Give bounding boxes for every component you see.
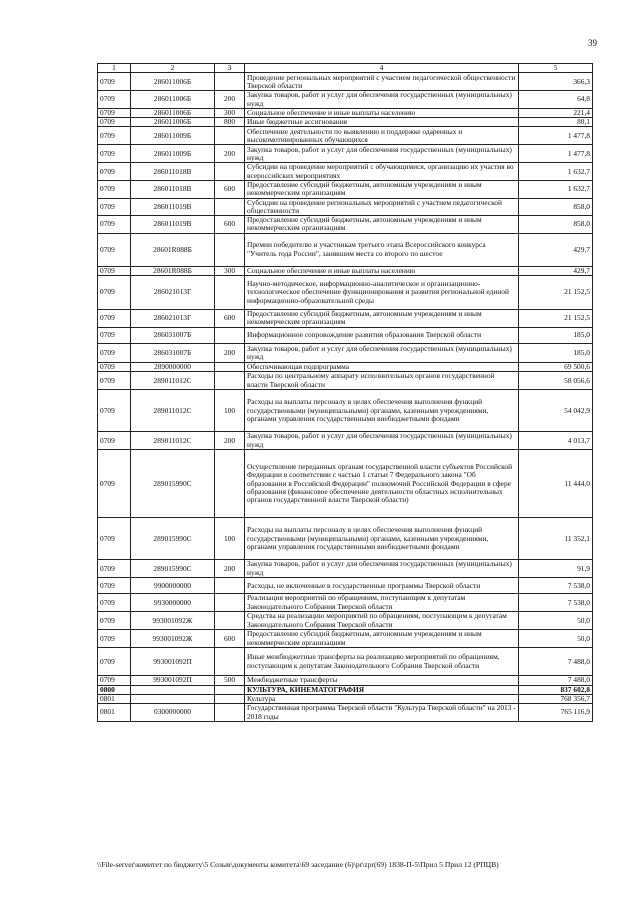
target-article-cell: 286011018В xyxy=(131,180,215,198)
target-article-cell: 286021013Г xyxy=(131,275,215,309)
table-row xyxy=(98,685,593,694)
target-article-cell: 9930000000 xyxy=(131,594,215,612)
section-code-cell: 0709 xyxy=(98,91,131,109)
amount-cell: 837 602,8 xyxy=(519,685,593,694)
amount-cell: 64,8 xyxy=(519,91,593,109)
target-article-cell: 286031007Б xyxy=(131,343,215,362)
amount-cell: 185,0 xyxy=(519,327,593,343)
section-code-cell: 0709 xyxy=(98,180,131,198)
target-article-cell: 9900000000 xyxy=(131,578,215,594)
amount-cell: 1 632,7 xyxy=(519,180,593,198)
amount-cell: 221,4 xyxy=(519,108,593,117)
target-article-cell: 286011019В xyxy=(131,216,215,234)
section-code-cell: 0709 xyxy=(98,612,131,630)
expense-type-cell: 800 xyxy=(215,118,245,127)
target-article-cell: 286011006Б xyxy=(131,108,215,117)
description-cell: Премии победителю и участникам третьего этапа Всероссийского конкурса "Учитель года России", занявшим места со второго по шестое xyxy=(245,233,519,266)
amount-cell: 858,0 xyxy=(519,198,593,216)
expense-type-cell xyxy=(215,73,245,91)
target-article-cell: 993001092П xyxy=(131,648,215,676)
section-code-cell: 0709 xyxy=(98,163,131,181)
table-row xyxy=(98,233,593,266)
table-row xyxy=(98,180,593,198)
amount-cell: 69 500,6 xyxy=(519,362,593,371)
table-row xyxy=(98,118,593,127)
amount-cell: 858,0 xyxy=(519,216,593,234)
amount-cell: 1 477,8 xyxy=(519,145,593,163)
expense-type-cell: 100 xyxy=(215,518,245,560)
amount-cell: 11 352,1 xyxy=(519,518,593,560)
description-cell: Закупка товаров, работ и услуг для обеспечения государственных (муниципальных) нужд xyxy=(245,560,519,578)
table-body xyxy=(98,64,593,722)
section-code-cell: 0709 xyxy=(98,233,131,266)
section-code-cell: 0709 xyxy=(98,630,131,648)
amount-cell: 4 013,7 xyxy=(519,432,593,450)
section-code-cell: 0709 xyxy=(98,266,131,275)
expense-type-cell: 200 xyxy=(215,145,245,163)
section-code-cell: 0709 xyxy=(98,118,131,127)
amount-cell: 21 152,5 xyxy=(519,309,593,327)
section-code-cell: 0709 xyxy=(98,145,131,163)
table-row xyxy=(98,198,593,216)
target-article-cell: 289011012С xyxy=(131,372,215,390)
section-code-cell: 0709 xyxy=(98,275,131,309)
expense-type-cell: 200 xyxy=(215,343,245,362)
description-cell: Социальное обеспечение и иные выплаты населению xyxy=(245,266,519,275)
section-code-cell: 0709 xyxy=(98,390,131,432)
description-cell: Проведение региональных мероприятий с участием педагогической общественности Тверской области xyxy=(245,73,519,91)
table-row xyxy=(98,216,593,234)
description-cell: Предоставление субсидий бюджетным, автономным учреждениям и иным некоммерческим организациям xyxy=(245,309,519,327)
description-cell: Межбюджетные трансферты xyxy=(245,676,519,685)
expense-type-cell: 500 xyxy=(215,676,245,685)
table-row xyxy=(98,108,593,117)
description-cell: Культура xyxy=(245,694,519,703)
table-row xyxy=(98,266,593,275)
table-row xyxy=(98,630,593,648)
target-article-cell: 286011009Б xyxy=(131,127,215,145)
amount-cell: 7 488,0 xyxy=(519,676,593,685)
amount-cell: 429,7 xyxy=(519,233,593,266)
header-col-4: 4 xyxy=(245,64,519,73)
expense-type-cell: 600 xyxy=(215,630,245,648)
amount-cell: 765 116,9 xyxy=(519,704,593,722)
description-cell: Осуществление переданных органам государственной власти субъектов Российской Федерации в соответствии с частью 1 статьи 7 Федерального закона "Об образовании в Российской Федерации" полномочий Российской Федерации в сфере образования (финансовое обеспечение деятельности областных исполнительных органов государственной власти Тверской области) xyxy=(245,450,519,518)
amount-cell: 366,3 xyxy=(519,73,593,91)
table-row xyxy=(98,91,593,109)
target-article-cell: 28601R088Б xyxy=(131,266,215,275)
header-col-5: 5 xyxy=(519,64,593,73)
section-code-cell: 0709 xyxy=(98,216,131,234)
amount-cell: 7 488,0 xyxy=(519,648,593,676)
expense-type-cell xyxy=(215,198,245,216)
target-article-cell: 993001092Ж xyxy=(131,630,215,648)
table-row xyxy=(98,372,593,390)
expense-type-cell xyxy=(215,163,245,181)
section-code-cell: 0709 xyxy=(98,594,131,612)
target-article-cell xyxy=(131,685,215,694)
description-cell: Закупка товаров, работ и услуг для обеспечения государственных (муниципальных) нужд xyxy=(245,432,519,450)
description-cell: Реализация мероприятий по обращениям, поступающим к депутатам Законодательного Собрания Тверской области xyxy=(245,594,519,612)
description-cell: Информационное сопровождение развития образования Тверской области xyxy=(245,327,519,343)
table-row xyxy=(98,676,593,685)
target-article-cell: 2890000000 xyxy=(131,362,215,371)
target-article-cell: 286011018В xyxy=(131,163,215,181)
amount-cell: 58 056,6 xyxy=(519,372,593,390)
expense-type-cell xyxy=(215,450,245,518)
expense-type-cell xyxy=(215,372,245,390)
table-row xyxy=(98,390,593,432)
section-code-cell: 0709 xyxy=(98,450,131,518)
target-article-cell: 289015990С xyxy=(131,518,215,560)
page-number: 39 xyxy=(588,38,597,48)
target-article-cell: 286011009Б xyxy=(131,145,215,163)
section-code-cell: 0709 xyxy=(98,518,131,560)
header-col-1: 1 xyxy=(98,64,131,73)
file-path-footer: \\File-server\комитет по бюджету\5 Созыв\документы комитета\69 заседание (6)\pr\zpr(69) 1838-П-5\Прил 5 Прил 12 (РПЦВ) xyxy=(97,860,499,869)
amount-cell: 54 042,9 xyxy=(519,390,593,432)
target-article-cell: 289015990С xyxy=(131,560,215,578)
description-cell: Предоставление субсидий бюджетным, автономным учреждениям и иным некоммерческим организациям xyxy=(245,630,519,648)
expense-type-cell: 600 xyxy=(215,180,245,198)
description-cell: Расходы, не включенные в государственные программы Тверской области xyxy=(245,578,519,594)
description-cell: Закупка товаров, работ и услуг для обеспечения государственных (муниципальных) нужд xyxy=(245,343,519,362)
expense-type-cell: 100 xyxy=(215,390,245,432)
expense-type-cell xyxy=(215,362,245,371)
amount-cell: 21 152,5 xyxy=(519,275,593,309)
section-code-cell: 0709 xyxy=(98,362,131,371)
description-cell: Научно-методическое, информационно-аналитическое и организационно-технологическое обеспечение функционирования и развития региональной единой информационно-образовательной среды xyxy=(245,275,519,309)
target-article-cell: 286021013Г xyxy=(131,309,215,327)
table-row xyxy=(98,275,593,309)
amount-cell: 429,7 xyxy=(519,266,593,275)
description-cell: Субсидии на проведение региональных мероприятий с участием педагогической общественности xyxy=(245,198,519,216)
target-article-cell: 286011006Б xyxy=(131,118,215,127)
table-row xyxy=(98,694,593,703)
amount-cell: 185,0 xyxy=(519,343,593,362)
section-code-cell: 0709 xyxy=(98,578,131,594)
amount-cell: 11 444,0 xyxy=(519,450,593,518)
expense-type-cell: 200 xyxy=(215,560,245,578)
table-row xyxy=(98,648,593,676)
target-article-cell: 993001092Ж xyxy=(131,612,215,630)
target-article-cell: 0300000000 xyxy=(131,704,215,722)
target-article-cell: 286011006Б xyxy=(131,91,215,109)
description-cell: Субсидии на проведение мероприятий с обучающимися, организацию их участия во всероссийских мероприятиях xyxy=(245,163,519,181)
description-cell: Государственная программа Тверской области "Культура Тверской области" на 2013 - 2018 годы xyxy=(245,704,519,722)
expense-type-cell xyxy=(215,612,245,630)
description-cell: КУЛЬТУРА, КИНЕМАТОГРАФИЯ xyxy=(245,685,519,694)
target-article-cell: 286011006Б xyxy=(131,73,215,91)
expense-type-cell xyxy=(215,275,245,309)
amount-cell: 80,1 xyxy=(519,118,593,127)
target-article-cell: 289015990С xyxy=(131,450,215,518)
expense-type-cell xyxy=(215,594,245,612)
description-cell: Иные бюджетные ассигнования xyxy=(245,118,519,127)
target-article-cell: 289011012С xyxy=(131,390,215,432)
target-article-cell: 993001092П xyxy=(131,676,215,685)
expense-type-cell: 200 xyxy=(215,432,245,450)
target-article-cell: 289011012С xyxy=(131,432,215,450)
section-code-cell: 0801 xyxy=(98,704,131,722)
amount-cell: 7 538,0 xyxy=(519,578,593,594)
table-row xyxy=(98,145,593,163)
target-article-cell: 28601R088Б xyxy=(131,233,215,266)
budget-table xyxy=(97,63,593,722)
expense-type-cell xyxy=(215,127,245,145)
table-row xyxy=(98,163,593,181)
expense-type-cell: 300 xyxy=(215,266,245,275)
section-code-cell: 0800 xyxy=(98,685,131,694)
amount-cell: 91,9 xyxy=(519,560,593,578)
section-code-cell: 0709 xyxy=(98,73,131,91)
target-article-cell: 286011019В xyxy=(131,198,215,216)
section-code-cell: 0709 xyxy=(98,343,131,362)
table-row xyxy=(98,343,593,362)
table-row xyxy=(98,127,593,145)
expense-type-cell: 300 xyxy=(215,108,245,117)
expense-type-cell xyxy=(215,648,245,676)
section-code-cell: 0709 xyxy=(98,309,131,327)
section-code-cell: 0801 xyxy=(98,694,131,703)
description-cell: Расходы на выплаты персоналу в целях обеспечения выполнения функций государственными (муниципальными) органами, казенными учреждениями, органами управления государственными внебюджетными фондами xyxy=(245,518,519,560)
target-article-cell xyxy=(131,694,215,703)
description-cell: Средства на реализацию мероприятий по обращениям, поступающим к депутатам Законодательного Собрания Тверской области xyxy=(245,612,519,630)
target-article-cell: 286031007Б xyxy=(131,327,215,343)
description-cell: Иные межбюджетные трансферты на реализацию мероприятий по обращениям, поступающим к депутатам Законодательного Собрания Тверской области xyxy=(245,648,519,676)
description-cell: Предоставление субсидий бюджетным, автономным учреждениям и иным некоммерческим организациям xyxy=(245,180,519,198)
description-cell: Обеспечение деятельности по выявлению и поддержке одаренных и высокомотивированных обучающихся xyxy=(245,127,519,145)
amount-cell: 50,0 xyxy=(519,612,593,630)
description-cell: Закупка товаров, работ и услуг для обеспечения государственных (муниципальных) нужд xyxy=(245,145,519,163)
amount-cell: 768 356,7 xyxy=(519,694,593,703)
section-code-cell: 0709 xyxy=(98,372,131,390)
amount-cell: 1 477,8 xyxy=(519,127,593,145)
table-header-row xyxy=(98,64,593,73)
table-row xyxy=(98,73,593,91)
expense-type-cell xyxy=(215,704,245,722)
table-row xyxy=(98,309,593,327)
table-row xyxy=(98,560,593,578)
section-code-cell: 0709 xyxy=(98,560,131,578)
amount-cell: 50,0 xyxy=(519,630,593,648)
section-code-cell: 0709 xyxy=(98,432,131,450)
expense-type-cell xyxy=(215,694,245,703)
header-col-2: 2 xyxy=(131,64,215,73)
expense-type-cell xyxy=(215,327,245,343)
table-row xyxy=(98,612,593,630)
section-code-cell: 0709 xyxy=(98,198,131,216)
table-row xyxy=(98,327,593,343)
table-row xyxy=(98,518,593,560)
table-row xyxy=(98,450,593,518)
amount-cell: 1 632,7 xyxy=(519,163,593,181)
table-row xyxy=(98,362,593,371)
section-code-cell: 0709 xyxy=(98,127,131,145)
description-cell: Закупка товаров, работ и услуг для обеспечения государственных (муниципальных) нужд xyxy=(245,91,519,109)
expense-type-cell: 200 xyxy=(215,91,245,109)
table-row xyxy=(98,432,593,450)
header-col-3: 3 xyxy=(215,64,245,73)
table-row xyxy=(98,594,593,612)
table-row xyxy=(98,578,593,594)
amount-cell: 7 538,0 xyxy=(519,594,593,612)
description-cell: Обеспечивающая подпрограмма xyxy=(245,362,519,371)
expense-type-cell: 600 xyxy=(215,216,245,234)
description-cell: Предоставление субсидий бюджетным, автономным учреждениям и иным некоммерческим организациям xyxy=(245,216,519,234)
description-cell: Социальное обеспечение и иные выплаты населению xyxy=(245,108,519,117)
section-code-cell: 0709 xyxy=(98,676,131,685)
section-code-cell: 0709 xyxy=(98,648,131,676)
section-code-cell: 0709 xyxy=(98,327,131,343)
description-cell: Расходы по центральному аппарату исполнительных органов государственной власти Тверской области xyxy=(245,372,519,390)
expense-type-cell xyxy=(215,233,245,266)
description-cell: Расходы на выплаты персоналу в целях обеспечения выполнения функций государственными (муниципальными) органами, казенными учреждениями, органами управления государственными внебюджетными фондами xyxy=(245,390,519,432)
expense-type-cell: 600 xyxy=(215,309,245,327)
expense-type-cell xyxy=(215,685,245,694)
expense-type-cell xyxy=(215,578,245,594)
section-code-cell: 0709 xyxy=(98,108,131,117)
table-row xyxy=(98,704,593,722)
